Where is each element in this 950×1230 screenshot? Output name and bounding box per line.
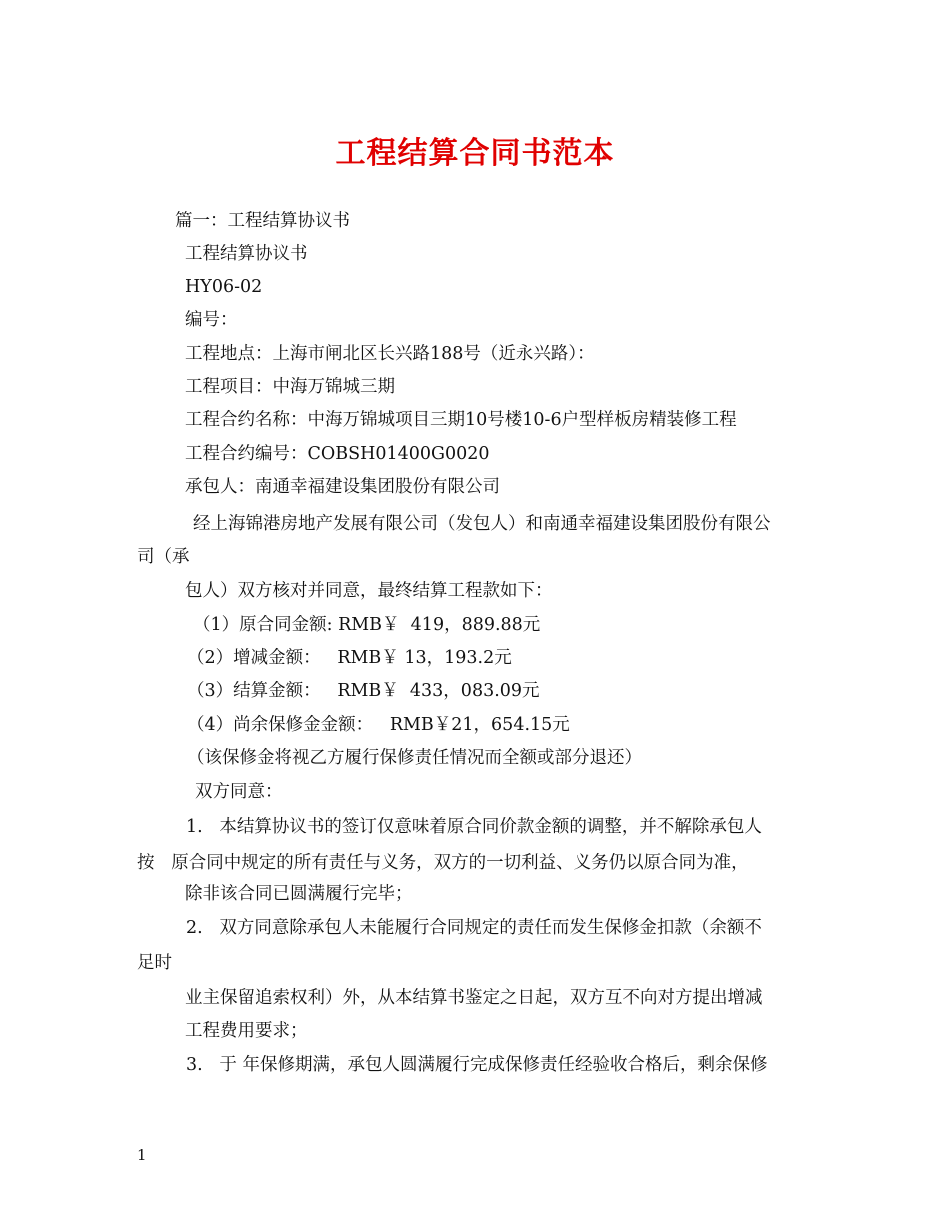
- text-line: （3）结算金额： RMB￥ 433，083.09元: [187, 681, 540, 701]
- text-line: （4）尚余保修金金额： RMB￥21，654.15元: [187, 715, 570, 735]
- text-line: 编号：: [185, 310, 238, 330]
- text-line: 包人）双方核对并同意，最终结算工程款如下：: [185, 581, 553, 601]
- text-line: 2. 双方同意除承包人未能履行合同规定的责任而发生保修金扣款（余额不: [186, 918, 762, 938]
- text-line: 双方同意：: [195, 782, 283, 802]
- text-line: 承包人：南通幸福建设集团股份有限公司: [185, 477, 500, 497]
- text-line: 经上海锦港房地产发展有限公司（发包人）和南通幸福建设集团股份有限公: [193, 514, 771, 534]
- text-line: 篇一：工程结算协议书: [175, 211, 350, 231]
- text-line: 工程合约名称：中海万锦城项目三期10号楼10-6户型样板房精装修工程: [185, 410, 737, 430]
- text-line: 3. 于 年保修期满，承包人圆满履行完成保修责任经验收合格后，剩余保修: [186, 1055, 768, 1075]
- text-line: 司（承: [137, 547, 190, 567]
- text-line: 工程合约编号：COBSH01400G0020: [185, 444, 490, 464]
- text-line: 工程地点：上海市闸北区长兴路188号（近永兴路）：: [185, 344, 595, 364]
- text-line: 按 原合同中规定的所有责任与义务，双方的一切利益、义务仍以原合同为准，: [137, 853, 749, 873]
- text-line: 1. 本结算协议书的签订仅意味着原合同价款金额的调整，并不解除承包人: [186, 817, 762, 837]
- text-line: （1）原合同金额: RMB￥ 419，889.88元: [193, 615, 541, 635]
- text-line: （2）增减金额： RMB￥ 13，193.2元: [187, 648, 512, 668]
- text-line: 足时: [137, 953, 172, 973]
- text-line: 工程结算协议书: [185, 244, 308, 264]
- text-line: （该保修金将视乙方履行保修责任情况而全额或部分退还）: [187, 748, 642, 768]
- text-line: 除非该合同已圆满履行完毕；: [185, 884, 413, 904]
- text-line: HY06-02: [185, 277, 263, 297]
- page-number: 1: [137, 1146, 147, 1164]
- text-line: 工程费用要求；: [185, 1021, 308, 1041]
- text-line: 工程项目：中海万锦城三期: [185, 377, 395, 397]
- document-title: 工程结算合同书范本: [335, 136, 615, 171]
- text-line: 业主保留追索权利）外，从本结算书鉴定之日起，双方互不向对方提出增减: [185, 988, 763, 1008]
